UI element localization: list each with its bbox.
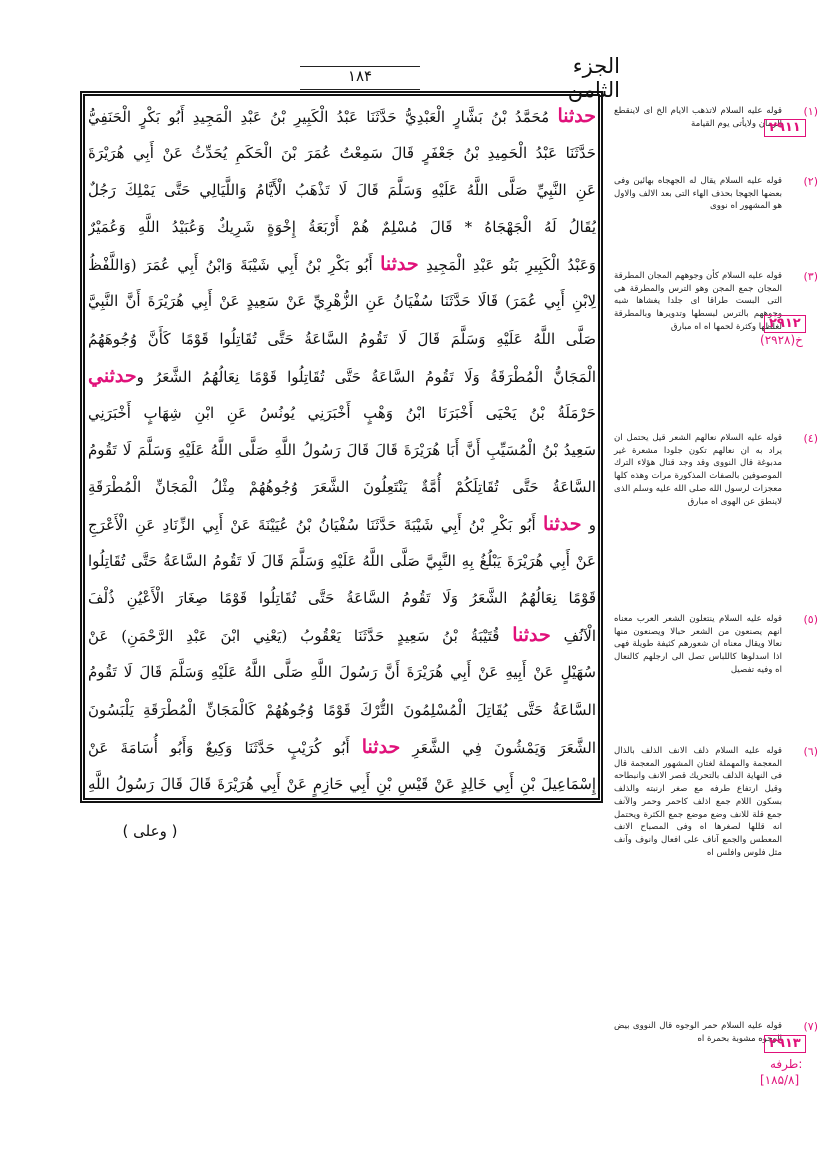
text-line: [88, 766, 596, 798]
text-line: [88, 358, 596, 395]
text-segment: أَبُو كُرَيْبٍ حَدَّثَنَا وَكِيعٌ وَأَبُو أُسَامَةَ عَنْ: [88, 738, 362, 757]
haddathana-keyword: حدثنا: [361, 735, 401, 758]
note-text: قوله عليه السلام ينتعلون الشعر العرب معناه انهم يصنعون من الشعر حبالا ويصنعون منها نعالا ويقال معناه ان شعورهم كثيفة طويلة فهى اذا اسدلوها كاللباس تصل الى ارجلهم كالنعال اه وفيه تفصيل: [614, 614, 782, 675]
text-line: [88, 729, 596, 766]
note-number: (۱): [803, 105, 818, 118]
text-segment: حَدَّثَنَا عَبْدُ الْحَمِيدِ بْنُ جَعْفَرٍ قَالَ سَمِعْتُ عُمَرَ بْنَ الْحَكَمِ يُحَدِّثُ عَنْ أَبِي هُرَيْرَةَ: [88, 144, 596, 163]
text-segment: صَلَّى اللَّهُ عَلَيْهِ وَسَلَّمَ قَالَ لَا تَقُومُ السَّاعَةُ حَتَّى تُقَاتِلُوا قَوْمًا كَأَنَّ وُجُوهَهُمُ: [88, 329, 596, 348]
haddathana-keyword: حدثنا: [512, 624, 551, 647]
note-text: قوله عليه السلام كأن وجوههم المجان المطرقة المجان جمع المجن وهو الترس والمطرقة هى التى البست طراقا اى جلدا يغشاها شبه وجوههم بالترس لبسطها وتدويرها وبالمطرقة لغلظها وكثرة لحمها اه اه مبارق: [614, 271, 782, 332]
text-line: [88, 172, 596, 209]
text-segment: الْآنُفِ: [550, 627, 596, 646]
note-text: قوله عليه السلام حمر الوجوه قال النووى بيض الوجوه مشوبة بحمرة اه: [614, 1021, 782, 1044]
text-line: [88, 395, 596, 432]
hadith-ref-volume: [۱۸۵/۸]: [760, 1073, 800, 1087]
text-line: [88, 617, 596, 654]
note-text: قوله عليه السلام ذلف الانف الذلف بالذال المعجمة والمهملة لغتان المشهور المعجمة قال فى النهاية الذلف بالتحريك قصر الانف وانبطاحه وقيل ارتفاع طرفه مع صغر ارنبته والذلف بسكون اللام جمع اذلف كاحمر وحمر والآنف جمع قلة للانف وضع موضع جمع الكثرة ويحتمل انه قللها لصغرها اه وفى المصباح الانف المعطس والجمع آناف على افعال وانوف وآنف مثل فلوس وافلس اه: [614, 746, 782, 858]
note-number: (٥): [803, 613, 818, 626]
text-segment: السَّاعَةُ حَتَّى تُقَاتِلَكُمْ أُمَّةٌ يَنْتَعِلُونَ الشَّعَرَ وُجُوهُهُمْ مِثْلُ الْمَجَانِّ الْمُطْرَقَةِ: [88, 477, 596, 496]
text-segment: وَعَبْدُ الْكَبِيرِ بَنُو عَبْدِ الْمَجِيدِ: [418, 256, 596, 275]
note-number: (۲): [803, 175, 818, 188]
haddathana-keyword: حدثنا: [557, 105, 596, 127]
note-text: قوله عليه السلام نعالهم الشعر قيل يحتمل ان يراد به ان نعالهم تكون جلودا مشعرة غير مدبوغة قال النووى وقد وجد قتال هؤلاء الترك الموصوفين بالصفات المذكورة مرات وهذه كلها معجزات لرسول الله صلى الله عليه وسلم الذى لاينطق عن الهوى اه مبارق: [614, 433, 782, 507]
note-text: قوله عليه السلام لاتذهب الايام الخ اى لاينقطع الزمان ولايأتى يوم القيامة: [614, 106, 782, 129]
text-segment: قُتَيْبَةُ بْنُ سَعِيدٍ حَدَّثَنَا يَعْقُوبُ (يَعْنِي ابْنَ عَبْدِ الرَّحْمَنِ) عَنْ: [88, 627, 513, 646]
text-segment: السَّاعَةُ حَتَّى يُقَاتِلَ الْمُسْلِمُونَ التُّرْكَ قَوْمًا وُجُوهُهُمْ كَالْمَجَانِّ الْمُطْرَقَةِ يَلْبَسُونَ: [88, 700, 596, 719]
text-line: [88, 692, 596, 729]
text-segment: الشَّعَرَ وَيَمْشُونَ فِي الشَّعَرِ: [400, 738, 596, 757]
text-segment: أَبُو بَكْرِ بْنُ أَبِي شَيْبَةَ حَدَّثَنَا سُفْيَانُ بْنُ عُيَيْنَةَ عَنْ أَبِي الزِّنَادِ عَنِ الْأَعْرَجِ: [88, 516, 543, 535]
text-segment: إِسْمَاعِيلَ بْنِ أَبِي خَالِدٍ عَنْ قَيْسِ بْنِ أَبِي حَازِمٍ عَنْ أَبِي هُرَيْرَةَ قَالَ قَالَ رَسُولُ اللَّهِ: [88, 774, 596, 793]
text-line: [88, 209, 596, 246]
text-segment: سَعِيدُ بْنُ الْمُسَيِّبِ أَنَّ أَبَا هُرَيْرَةَ قَالَ قَالَ رَسُولُ اللَّهِ صَلَّى اللَّهُ عَلَيْهِ وَسَلَّمَ لَا تَقُومُ: [88, 440, 596, 459]
text-line: [88, 432, 596, 469]
text-segment: أَبُو بَكْرِ بْنُ أَبِي شَيْبَةَ وَابْنُ أَبِي عُمَرَ (وَاللَّفْظُ: [88, 256, 381, 275]
text-line: [88, 654, 596, 691]
hadith-ref-box: ۲۹۱۳: [764, 1035, 806, 1053]
note-text: قوله عليه السلام يقال له الجهجاه بهائين وفى بعضها الجهجا بحذف الهاء التى بعد الالف والاول هو المشهور اه نووى: [614, 176, 782, 212]
text-segment: الْمَجَانُّ الْمُطْرَقَةُ وَلَا تَقُومُ السَّاعَةُ حَتَّى تُقَاتِلُوا قَوْمًا نِعَالُهُمُ الشَّعَرُ و: [136, 367, 596, 386]
page-number: ۱۸۴: [300, 66, 420, 90]
text-line: [88, 135, 596, 172]
text-line: [88, 283, 596, 320]
hadith-ref-label: طرفه:: [770, 1057, 803, 1071]
text-segment: حَرْمَلَةُ بْنُ يَحْيَى أَخْبَرَنَا ابْنُ وَهْبٍ أَخْبَرَنِي يُونُسُ عَنِ ابْنِ شِهَابٍ أَخْبَرَنِي: [88, 403, 596, 422]
hadith-ref-cross: خ(۲۹۲۸): [760, 333, 803, 347]
hadith-ref-box: ۲۹۱۱: [764, 119, 806, 137]
text-segment: مُحَمَّدُ بْنُ بَشَّارٍ الْعَبْدِيُّ حَدَّثَنَا عَبْدُ الْكَبِيرِ بْنُ عَبْدِ الْمَجِيدِ أَبُو بَكْرٍ الْحَنَفِيُّ: [88, 108, 558, 126]
text-line: [88, 98, 596, 135]
text-line: [88, 580, 596, 617]
hadith-ref-box: ۲۹۱۲: [764, 315, 806, 333]
note-number: (٤): [803, 432, 818, 445]
text-line: [88, 469, 596, 506]
note-number: (٦): [803, 745, 818, 758]
text-segment: قَوْمًا نِعَالُهُمُ الشَّعَرُ وَلَا تَقُومُ السَّاعَةُ حَتَّى تُقَاتِلُوا قَوْمًا صِغَارَ الْأَعْيُنِ ذُلْفَ: [88, 589, 596, 608]
note-number: (٧): [803, 1020, 818, 1033]
text-line: [88, 321, 596, 358]
text-line: [88, 543, 596, 580]
note-number: (۳): [803, 270, 818, 283]
text-segment: عَنِ النَّبِيِّ صَلَّى اللَّهُ عَلَيْهِ وَسَلَّمَ قَالَ لَا تَذْهَبُ الْأَيَّامُ وَاللَّيَالِي حَتَّى يَمْلِكَ رَجُلٌ: [88, 181, 596, 200]
haddathana-keyword: حدثنا: [542, 513, 582, 536]
text-line: [88, 246, 596, 283]
catchword: ( وعلى ): [122, 822, 178, 840]
haddathana-keyword: حدثني: [88, 364, 137, 387]
text-segment: سُهَيْلٍ عَنْ أَبِيهِ عَنْ أَبِي هُرَيْرَةَ أَنَّ رَسُولَ اللَّهِ صَلَّى اللَّهُ عَلَيْهِ وَسَلَّمَ قَالَ لَا تَقُومُ: [88, 663, 596, 682]
text-segment: لِابْنِ أَبِي عُمَرَ) قَالَا حَدَّثَنَا سُفْيَانُ عَنِ الزُّهْرِيِّ عَنْ سَعِيدٍ عَنْ أَبِي هُرَيْرَةَ أَنَّ النَّبِيَّ: [88, 292, 596, 311]
text-segment: و: [581, 516, 596, 535]
haddathana-keyword: حدثنا: [380, 253, 419, 276]
main-text: [88, 98, 596, 798]
text-segment: يُقَالُ لَهُ الْجَهْجَاهُ * قَالَ مُسْلِمٌ هُمْ أَرْبَعَةُ إِخْوَةٍ شَرِيكٌ وَعُبَيْدُ اللَّهِ وَعُمَيْرٌ: [88, 218, 596, 237]
text-line: [88, 506, 596, 543]
page-title: الجزء الثامن: [567, 54, 620, 102]
text-segment: عَنْ أَبِي هُرَيْرَةَ يَبْلُغُ بِهِ النَّبِيَّ صَلَّى اللَّهُ عَلَيْهِ وَسَلَّمَ قَالَ لَا تَقُومُ السَّاعَةُ حَتَّى تُقَاتِلُوا: [88, 552, 596, 571]
